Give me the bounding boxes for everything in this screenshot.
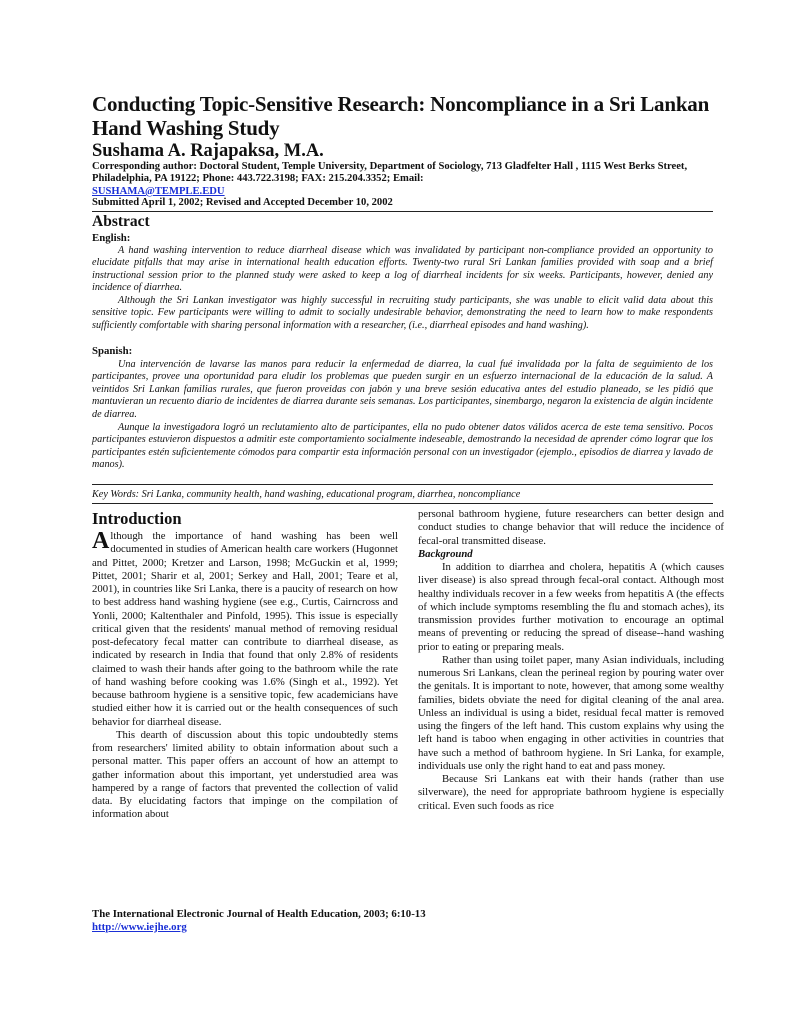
introduction-heading: Introduction [92, 509, 182, 528]
key-words: Key Words: Sri Lanka, community health, hand washing, educational program, diarrhea, noncompliance [92, 489, 521, 500]
left-column [92, 530, 398, 822]
journal-citation: The International Electronic Journal of Health Education, 2003; 6:10-13 [92, 908, 426, 920]
author-name: Sushama A. Rajapaksa, M.A. [92, 141, 324, 161]
journal-footer [92, 908, 426, 933]
journal-url-link[interactable]: http://www.iejhe.org [92, 920, 187, 933]
right-column [418, 508, 724, 813]
intro-paragraph-1 [92, 530, 398, 729]
affiliation-text: Corresponding author: Doctoral Student, Temple University, Department of Sociology, 713 Gladfelter Hall , 1115 West Berks Street, Philadelphia, PA 19122; Phone: 443.722.3198; FAX: 215.204.3352; Email: [92, 161, 688, 185]
right-column-paragraph-0: personal bathroom hygiene, future researchers can better design and conduct studies to change behavior that will reduce the incidence of fecal-oral transmitted disease. [418, 508, 724, 547]
submission-dates: Submitted April 1, 2002; Revised and Accepted December 10, 2002 [92, 197, 393, 208]
article-title: Conducting Topic-Sensitive Research: Noncompliance in a Sri Lankan Hand Washing Study [92, 92, 710, 140]
corresponding-author-info [92, 161, 712, 198]
background-paragraph-2: Rather than using toilet paper, many Asian individuals, including numerous Sri Lankans, clean the perineal region by pouring water over the genitals. It is important to note, however, that among some wealthy families, bidets obviate the need for digital cleaning of the anal area. Unless an individual is using a bidet, residual fecal matter is removed using the fingers of the left hand. This custom explains why using the left hand is taboo when engaging in other activities in countries that have such a method of bathroom hygiene. In Sri Lanka, for example, individuals use only the right hand to eat and pass money. [418, 653, 724, 772]
abstract-spanish-paragraph-1: Una intervención de lavarse las manos para reducir la enfermedad de diarrea, la cual fué invalidada por la falta de seguimiento de los participantes, provee una oportunidad para eludir los problemas que pueden surgir en un esfuerzo internacional de la educación de la salud. A veintidos Sri Lankan familias rurales, que fueron proveidas con jabón y una breve sesión educativa antes del estudio planeado, se les pidió que mantuvieran un recuento diario de incidentes de diarrea durante seis semanas. Los participantes, sinembargo, negaron la existencia de algún incidente de diarrea. [92, 359, 713, 420]
abstract-english-paragraph-2: Although the Sri Lankan investigator was highly successful in recruiting study participants, she was unable to elicit valid data about this sensitive topic. Few participants were willing to admit to socially undesirable behavior, demonstrating the need to learn how to make respondents sufficiently comfortable with sharing personal information with a researcher, (i.e., diarrheal episodes and hand washing). [92, 295, 713, 331]
background-paragraph-3: Because Sri Lankans eat with their hands (rather than use silverware), the need for appropriate bathroom hygiene is especially critical. Even such foods as rice [418, 773, 724, 812]
author-email-link[interactable]: SUSHAMA@TEMPLE.EDU [92, 185, 225, 197]
abstract-divider [92, 484, 713, 485]
abstract-heading: Abstract [92, 213, 150, 230]
keywords-divider [92, 503, 713, 504]
abstract-spanish-paragraph-2: Aunque la investigadora logró un reclutamiento alto de participantes, ella no pudo obtener datos válidos acerca de este tema sensitivo. Pocos participantes estuvieron dispuestos a admitir este comportamiento socialmente indeseable, demostrando la necesidad de aprender cómo lograr que los participantes estén suficientemente cómodos para compartir esta información personal con un investigador (ejemplo., episodios de diarrea y lavado de manos). [92, 422, 713, 471]
spanish-label: Spanish: [92, 345, 133, 357]
english-label: English: [92, 232, 131, 244]
intro-paragraph-1-text: lthough the importance of hand washing has been well documented in studies of American health care workers (Hugonnet and Pittet, 2000; Kretzer and Larson, 1998; McGuckin et al, 1999; Pittet, 2001; Sharir et al, 2001; Serkey and Hall, 2001; Teare et al, 2001), in countries like Sri Lanka, there is a paucity of research on how to best address hand washing hygiene (see e.g., Curtis, Cairncross and Yonli, 2000; Kaltenthaler and Pinfold, 1995). This issue is especially critical given that the residents' manual method of removing residual post-defecatory fecal matter can contribute to diarrheal disease, as indicated by research in India that found that only 2.8% of residents claimed to wash their hands after going to the bathroom while the rate of hand washing before cooking was 1.6% (Singh et al., 1992). Yet because bathroom hygiene is a sensitive topic, few academicians have studied either how it is carried out or the health consequences of such behavior for diarrheal disease. [92, 530, 398, 728]
background-paragraph-1: In addition to diarrhea and cholera, hepatitis A (which causes liver disease) is also spread through fecal-oral contact. Although most healthy individuals recover in a few weeks from hepatitis A (the effects of which include symptoms resembling the flu and stomach aches), its transmission provides further motivation to encourage an optimal means of preventing or reducing the spread of disease--hand washing prior to eating or preparing meals. [418, 561, 724, 653]
drop-cap-letter: A [92, 528, 110, 554]
abstract-english-paragraph-1: A hand washing intervention to reduce diarrheal disease which was invalidated by participant non-compliance provided an opportunity to elucidate pitfalls that may arise in international health education efforts. Twenty-two rural Sri Lankan families provided with soap and a brief instructional session prior to the planned study were asked to keep a log of diarrheal incidents for six weeks. Participants, however, denied any incidence of diarrhea. [92, 245, 713, 294]
background-subheading: Background [418, 547, 473, 560]
header-divider [92, 211, 713, 212]
intro-paragraph-2: This dearth of discussion about this topic undoubtedly stems from researchers' limited ability to obtain information about such a personal matter. This paper offers an account of how an attempt to gather information about this important, yet understudied area was hampered by a range of factors that prevented the collection of valid data. By elucidating factors that impinge on the compilation of information about [92, 728, 398, 821]
